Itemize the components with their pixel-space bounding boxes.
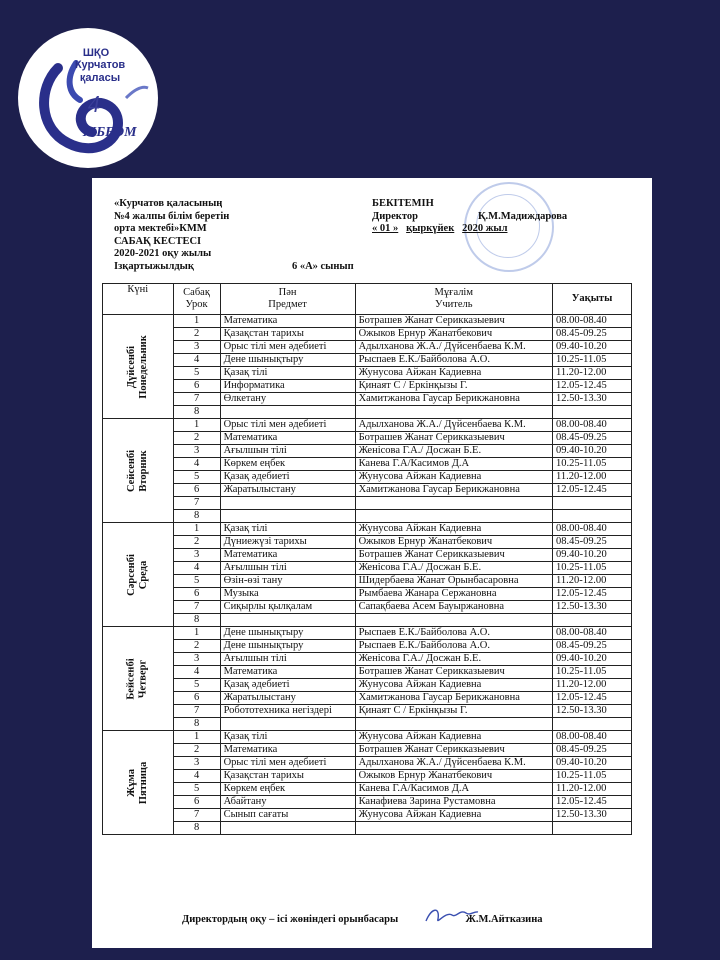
lesson-number: 7 — [173, 601, 220, 614]
time-cell — [553, 406, 632, 419]
footer — [182, 914, 543, 925]
table-row — [103, 718, 632, 731]
table-row — [103, 484, 632, 497]
teacher-cell: Хамитжанова Гаусар Берикжановна — [355, 393, 552, 406]
table-row — [103, 497, 632, 510]
footer-name: Ж.М.Айтказина — [465, 914, 543, 925]
lesson-number: 2 — [173, 640, 220, 653]
subject-cell — [220, 406, 355, 419]
table-row — [103, 770, 632, 783]
subject-cell — [220, 497, 355, 510]
teacher-cell — [355, 822, 552, 835]
col-day: Күні — [103, 284, 174, 315]
time-cell: 12.05-12.45 — [553, 588, 632, 601]
lesson-number: 4 — [173, 562, 220, 575]
table-row — [103, 458, 632, 471]
subject-cell: Қазақстан тарихы — [220, 770, 355, 783]
teacher-cell: Рыспаев Е.К./Байболова А.О. — [355, 627, 552, 640]
time-cell: 08.00-08.40 — [553, 731, 632, 744]
subject-cell: Дене шынықтыру — [220, 640, 355, 653]
table-row — [103, 354, 632, 367]
lesson-number: 6 — [173, 796, 220, 809]
teacher-cell: Женісова Г.А./ Досжан Б.Е. — [355, 653, 552, 666]
teacher-cell — [355, 614, 552, 627]
subject-cell: Математика — [220, 549, 355, 562]
subject-cell: Қазақ тілі — [220, 731, 355, 744]
teacher-cell: Ботрашев Жанат Серикказыевич — [355, 549, 552, 562]
table-row — [103, 666, 632, 679]
table-row — [103, 588, 632, 601]
time-cell: 12.50-13.30 — [553, 705, 632, 718]
time-cell: 11.20-12.00 — [553, 367, 632, 380]
lesson-number: 8 — [173, 510, 220, 523]
day-label: Дүйсенбі Понедельник — [125, 334, 149, 399]
time-cell: 12.05-12.45 — [553, 380, 632, 393]
header-left-l4: САБАҚ КЕСТЕСІ — [114, 235, 202, 247]
schedule-document — [92, 178, 652, 948]
time-cell: 10.25-11.05 — [553, 666, 632, 679]
logo-line3: қаласы — [79, 72, 121, 84]
table-row — [103, 393, 632, 406]
col-lesson: Сабақ Урок — [173, 284, 220, 315]
day-label: Бейсенбі Четверг — [125, 657, 149, 700]
table-row — [103, 744, 632, 757]
teacher-cell: Жунусова Айжан Кадиевна — [355, 679, 552, 692]
teacher-cell — [355, 718, 552, 731]
subject-cell: Қазақ әдебиеті — [220, 471, 355, 484]
logo-line2: Курчатов — [74, 59, 126, 71]
table-row — [103, 406, 632, 419]
subject-cell: Ағылшын тілі — [220, 562, 355, 575]
day-label: Сәрсенбі Среда — [125, 553, 149, 596]
logo-number: 4 — [88, 92, 100, 118]
time-cell — [553, 614, 632, 627]
table-row — [103, 523, 632, 536]
lesson-number: 1 — [173, 419, 220, 432]
subject-cell: Ағылшын тілі — [220, 445, 355, 458]
time-cell: 09.40-10.20 — [553, 341, 632, 354]
time-cell: 12.05-12.45 — [553, 796, 632, 809]
lesson-number: 1 — [173, 315, 220, 328]
time-cell — [553, 497, 632, 510]
table-row — [103, 341, 632, 354]
teacher-cell: Жунусова Айжан Кадиевна — [355, 809, 552, 822]
table-row — [103, 809, 632, 822]
lesson-number: 6 — [173, 484, 220, 497]
table-row — [103, 783, 632, 796]
time-cell: 12.50-13.30 — [553, 601, 632, 614]
teacher-cell: Женісова Г.А./ Досжан Б.Е. — [355, 562, 552, 575]
subject-cell: Қазақ тілі — [220, 523, 355, 536]
logo-line4: ЖББОМ — [83, 125, 137, 140]
subject-cell: Информатика — [220, 380, 355, 393]
lesson-number: 7 — [173, 393, 220, 406]
subject-cell: Ағылшын тілі — [220, 653, 355, 666]
day-cell — [103, 419, 174, 523]
time-cell: 10.25-11.05 — [553, 770, 632, 783]
lesson-number: 8 — [173, 822, 220, 835]
lesson-number: 5 — [173, 679, 220, 692]
time-cell: 08.00-08.40 — [553, 419, 632, 432]
day-cell — [103, 523, 174, 627]
table-row — [103, 679, 632, 692]
subject-cell: Көркем еңбек — [220, 783, 355, 796]
lesson-number: 3 — [173, 549, 220, 562]
subject-cell: Математика — [220, 666, 355, 679]
table-row — [103, 562, 632, 575]
subject-cell: Орыс тілі мен әдебиеті — [220, 419, 355, 432]
teacher-cell: Ожыков Ернур Жанатбекович — [355, 328, 552, 341]
col-time: Уақыты — [553, 284, 632, 315]
approve-label: БЕКІТЕМІН — [372, 198, 434, 209]
header-left — [114, 198, 354, 273]
subject-cell: Қазақ әдебиеті — [220, 679, 355, 692]
time-cell: 08.45-09.25 — [553, 432, 632, 445]
director-label: Директор — [372, 210, 418, 222]
lesson-number: 3 — [173, 757, 220, 770]
time-cell: 09.40-10.20 — [553, 549, 632, 562]
table-row — [103, 315, 632, 328]
table-row — [103, 419, 632, 432]
class-label: 6 «А» сынып — [291, 260, 354, 272]
teacher-cell: Ботрашев Жанат Серикказыевич — [355, 432, 552, 445]
lesson-number: 6 — [173, 692, 220, 705]
teacher-cell: Адылханова Ж.А./ Дүйсенбаева К.М. — [355, 419, 552, 432]
subject-cell — [220, 510, 355, 523]
lesson-number: 4 — [173, 666, 220, 679]
director-name: Қ.М.Мадиждарова — [477, 210, 568, 222]
lesson-number: 2 — [173, 536, 220, 549]
subject-cell: Математика — [220, 315, 355, 328]
lesson-number: 5 — [173, 783, 220, 796]
lesson-number: 8 — [173, 718, 220, 731]
teacher-cell: Сапақбаева Асем Бауыржановна — [355, 601, 552, 614]
teacher-cell: Хамитжанова Гаусар Берикжановна — [355, 692, 552, 705]
teacher-cell: Хамитжанова Гаусар Берикжановна — [355, 484, 552, 497]
table-row — [103, 536, 632, 549]
lesson-number: 7 — [173, 497, 220, 510]
schedule-table — [102, 283, 632, 835]
time-cell: 08.45-09.25 — [553, 640, 632, 653]
teacher-cell — [355, 497, 552, 510]
lesson-number: 5 — [173, 471, 220, 484]
teacher-cell: Рыспаев Е.К./Байболова А.О. — [355, 354, 552, 367]
teacher-cell — [355, 510, 552, 523]
table-row — [103, 640, 632, 653]
teacher-cell: Жунусова Айжан Кадиевна — [355, 471, 552, 484]
subject-cell: Көркем еңбек — [220, 458, 355, 471]
time-cell: 11.20-12.00 — [553, 679, 632, 692]
lesson-number: 7 — [173, 809, 220, 822]
time-cell — [553, 510, 632, 523]
lesson-number: 8 — [173, 614, 220, 627]
time-cell — [553, 822, 632, 835]
table-row — [103, 627, 632, 640]
teacher-cell: Жунусова Айжан Кадиевна — [355, 367, 552, 380]
lesson-number: 7 — [173, 705, 220, 718]
subject-cell — [220, 718, 355, 731]
subject-cell: Өлкетану — [220, 393, 355, 406]
school-logo — [18, 28, 158, 168]
col-teacher: Мұғалім Учитель — [355, 284, 552, 315]
header-left-l2: №4 жалпы білім беретін — [114, 210, 230, 222]
table-row — [103, 653, 632, 666]
header-left-l3: орта мектебі»КММ — [114, 223, 207, 234]
lesson-number: 5 — [173, 575, 220, 588]
time-cell — [553, 718, 632, 731]
table-row — [103, 601, 632, 614]
time-cell: 12.50-13.30 — [553, 393, 632, 406]
lesson-number: 3 — [173, 653, 220, 666]
time-cell: 12.05-12.45 — [553, 484, 632, 497]
time-cell: 08.45-09.25 — [553, 328, 632, 341]
subject-cell: Математика — [220, 744, 355, 757]
time-cell: 09.40-10.20 — [553, 757, 632, 770]
subject-cell: Робототехника негіздері — [220, 705, 355, 718]
table-row — [103, 445, 632, 458]
table-row — [103, 614, 632, 627]
time-cell: 12.05-12.45 — [553, 692, 632, 705]
teacher-cell: Адылханова Ж.А./ Дүйсенбаева К.М. — [355, 757, 552, 770]
lesson-number: 1 — [173, 523, 220, 536]
day-label: Сейсенбі Вторник — [125, 449, 149, 492]
teacher-cell: Жунусова Айжан Кадиевна — [355, 523, 552, 536]
table-row — [103, 549, 632, 562]
table-row — [103, 575, 632, 588]
subject-cell: Жаратылыстану — [220, 484, 355, 497]
subject-cell: Дүниежүзі тарихы — [220, 536, 355, 549]
header-left-l5: 2020-2021 оқу жылы — [114, 248, 212, 259]
footer-position: Директордың оқу – ісі жөніндегі орынбасары — [182, 914, 399, 925]
table-row — [103, 328, 632, 341]
teacher-cell: Адылханова Ж.А./ Дүйсенбаева К.М. — [355, 341, 552, 354]
time-cell: 11.20-12.00 — [553, 471, 632, 484]
lesson-number: 4 — [173, 770, 220, 783]
subject-cell: Жаратылыстану — [220, 692, 355, 705]
time-cell: 12.50-13.30 — [553, 809, 632, 822]
time-cell: 08.00-08.40 — [553, 627, 632, 640]
teacher-cell: Ожыков Ернур Жанатбекович — [355, 536, 552, 549]
day-label: Жұма Пятница — [125, 761, 149, 804]
subject-cell: Музыка — [220, 588, 355, 601]
time-cell: 08.00-08.40 — [553, 523, 632, 536]
teacher-cell: Канева Г.А/Касимов Д.А — [355, 458, 552, 471]
teacher-cell: Қинаят С / Еркінқызы Г. — [355, 705, 552, 718]
table-row — [103, 796, 632, 809]
subject-cell: Абайтану — [220, 796, 355, 809]
lesson-number: 4 — [173, 354, 220, 367]
time-cell: 10.25-11.05 — [553, 354, 632, 367]
time-cell: 10.25-11.05 — [553, 458, 632, 471]
time-cell: 09.40-10.20 — [553, 445, 632, 458]
day-cell — [103, 627, 174, 731]
teacher-cell: Шидербаева Жанат Орынбасаровна — [355, 575, 552, 588]
lesson-number: 6 — [173, 588, 220, 601]
teacher-cell — [355, 406, 552, 419]
time-cell: 11.20-12.00 — [553, 783, 632, 796]
table-row — [103, 510, 632, 523]
lesson-number: 1 — [173, 627, 220, 640]
lesson-number: 4 — [173, 458, 220, 471]
time-cell: 08.45-09.25 — [553, 744, 632, 757]
subject-cell: Сиқырлы қылқалам — [220, 601, 355, 614]
subject-cell: Қазақстан тарихы — [220, 328, 355, 341]
day-cell — [103, 315, 174, 419]
subject-cell: Қазақ тілі — [220, 367, 355, 380]
signature-icon — [422, 903, 482, 927]
teacher-cell: Рымбаева Жанара Сержановна — [355, 588, 552, 601]
logo-line1: ШҚО — [82, 47, 110, 59]
subject-cell: Орыс тілі мен әдебиеті — [220, 341, 355, 354]
subject-cell — [220, 822, 355, 835]
teacher-cell: Ботрашев Жанат Серикказыевич — [355, 315, 552, 328]
lesson-number: 3 — [173, 445, 220, 458]
subject-cell: Сынып сағаты — [220, 809, 355, 822]
time-cell: 10.25-11.05 — [553, 562, 632, 575]
table-header-row — [103, 284, 632, 315]
teacher-cell: Қинаят С / Еркінқызы Г. — [355, 380, 552, 393]
lesson-number: 1 — [173, 731, 220, 744]
table-row — [103, 822, 632, 835]
table-row — [103, 705, 632, 718]
teacher-cell: Жунусова Айжан Кадиевна — [355, 731, 552, 744]
time-cell: 08.00-08.40 — [553, 315, 632, 328]
day-cell — [103, 731, 174, 835]
lesson-number: 2 — [173, 328, 220, 341]
teacher-cell: Ботрашев Жанат Серикказыевич — [355, 744, 552, 757]
teacher-cell: Ожыков Ернур Жанатбекович — [355, 770, 552, 783]
time-cell: 09.40-10.20 — [553, 653, 632, 666]
teacher-cell: Канафиева Зарина Рустамовна — [355, 796, 552, 809]
lesson-number: 8 — [173, 406, 220, 419]
date-year: 2020 жыл — [462, 223, 508, 234]
subject-cell: Өзін-өзі тану — [220, 575, 355, 588]
lesson-number: 6 — [173, 380, 220, 393]
table-row — [103, 380, 632, 393]
header-left-l6: Ізқартыжылдық — [114, 260, 194, 272]
subject-cell: Орыс тілі мен әдебиеті — [220, 757, 355, 770]
lesson-number: 2 — [173, 432, 220, 445]
subject-cell: Математика — [220, 432, 355, 445]
lesson-number: 3 — [173, 341, 220, 354]
time-cell: 08.45-09.25 — [553, 536, 632, 549]
date-month: қыркүйек — [406, 223, 455, 234]
table-row — [103, 731, 632, 744]
date-day: « 01 » — [372, 223, 399, 234]
lesson-number: 2 — [173, 744, 220, 757]
lesson-number: 5 — [173, 367, 220, 380]
header-left-l1: «Курчатов қаласының — [114, 198, 223, 209]
table-row — [103, 692, 632, 705]
header-right — [372, 198, 567, 236]
table-row — [103, 432, 632, 445]
col-subject: Пән Предмет — [220, 284, 355, 315]
table-row — [103, 471, 632, 484]
teacher-cell: Рыспаев Е.К./Байболова А.О. — [355, 640, 552, 653]
subject-cell — [220, 614, 355, 627]
teacher-cell: Канева Г.А/Касимов Д.А — [355, 783, 552, 796]
teacher-cell: Ботрашев Жанат Серикказыевич — [355, 666, 552, 679]
table-row — [103, 757, 632, 770]
subject-cell: Дене шынықтыру — [220, 354, 355, 367]
table-row — [103, 367, 632, 380]
teacher-cell: Женісова Г.А./ Досжан Б.Е. — [355, 445, 552, 458]
time-cell: 11.20-12.00 — [553, 575, 632, 588]
subject-cell: Дене шынықтыру — [220, 627, 355, 640]
